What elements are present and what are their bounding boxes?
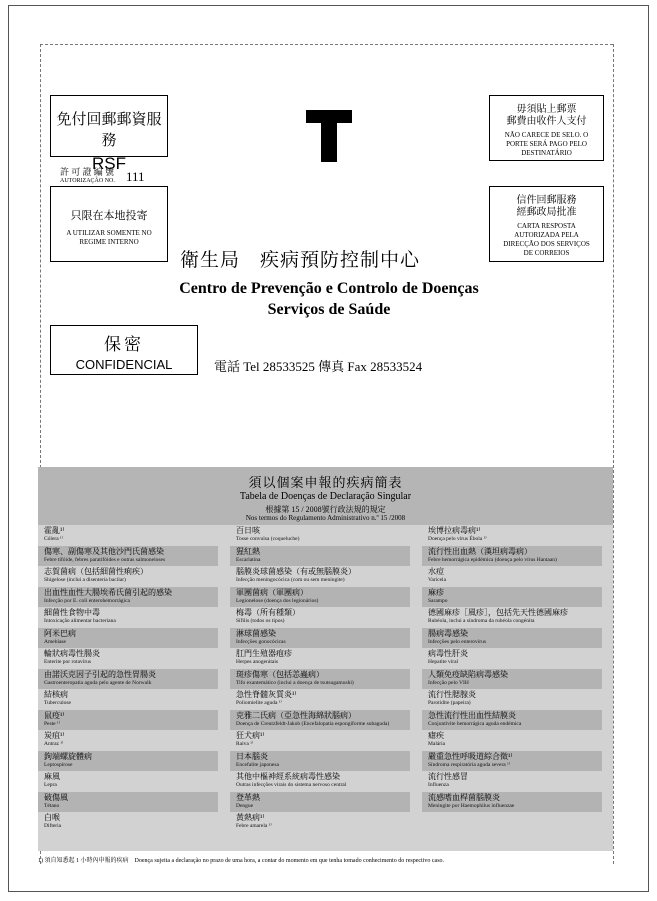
reply-pt1: CARTA RESPOSTA [517, 222, 576, 230]
disease-name-pt: Febre hemorrágica epidémica (doença pelo vírus Hantaan) [428, 556, 557, 563]
org-name-zh: 衛生局 疾病預防控制中心 [180, 250, 421, 271]
confidential-en: CONFIDENCIAL [75, 357, 173, 372]
table-row [38, 628, 218, 649]
table-row [230, 669, 410, 690]
reply-pt2: AUTORIZADA PELA [514, 231, 579, 239]
table-row [230, 546, 410, 567]
disease-name-zh: 猩紅熱 [236, 546, 260, 556]
confidential-box [50, 325, 198, 375]
table-row [38, 771, 218, 792]
table-row [230, 710, 410, 731]
disease-name-zh: 其他中樞神經系統病毒性感染 [236, 772, 340, 781]
disease-table [38, 467, 613, 851]
table-row [422, 648, 602, 669]
disease-name-zh: 鼠疫¹⁾ [44, 710, 65, 720]
disease-name-pt: Shigelose (inclui a disenteria bacilar) [44, 577, 126, 583]
disease-name-pt: Sarampo [428, 597, 448, 604]
postage-pt2: PORTE SERÁ PAGO PELO [506, 140, 587, 148]
disease-name-zh: 人類免疫缺陷病毒感染 [428, 669, 508, 679]
confidential-zh: 保密 [104, 335, 144, 354]
table-row [38, 587, 218, 608]
disease-name-pt: Antraz ¹⁾ [44, 741, 64, 747]
disease-name-pt: Escarlatina [236, 556, 261, 563]
table-row [38, 566, 218, 587]
table-row [38, 607, 218, 628]
disease-name-pt: Cólera ¹⁾ [44, 536, 64, 542]
disease-name-pt: Hepatite viral [428, 659, 459, 665]
disease-name-zh: 急性流行性出血性結膜炎 [428, 710, 516, 720]
disease-name-pt: Malária [428, 741, 446, 747]
disease-name-pt: Herpes anogenitais [236, 659, 278, 665]
local-pt1: A UTILIZAR SOMENTE NO [66, 229, 152, 237]
postage-zh2: 郵費由收件人支付 [506, 116, 587, 127]
disease-name-zh: 日本腦炎 [236, 751, 268, 761]
local-zh: 只限在本地投寄 [70, 210, 148, 222]
table-row [422, 792, 602, 813]
disease-name-zh: 白喉 [44, 813, 60, 822]
disease-name-pt: Varicela [428, 577, 447, 583]
disease-name-pt: Tifo exantemático (inclui a doença de tsutsugamushi) [236, 679, 354, 686]
disease-name-pt: Infecções pelo enterovírus [428, 638, 487, 645]
table-row [422, 607, 602, 628]
table-law-zh: 根據第 15 / 2008號行政法規的規定 [265, 505, 386, 514]
disease-name-pt: Doença de Creutzfeldt-Jakob (Encefalopatia espongiforme subaguda) [236, 720, 390, 727]
disease-name-pt: Sífilis (todos os tipos) [236, 618, 285, 624]
disease-name-pt: Infecções gonocócicas [236, 638, 286, 645]
disease-name-zh: 流行性腮腺炎 [428, 690, 476, 699]
table-title-pt: Tabela de Doenças de Declaração Singular [239, 491, 412, 502]
disease-name-zh: 梅毒（所有種類） [236, 608, 300, 617]
disease-name-pt: Parotidite (papeira) [428, 700, 471, 706]
table-row [230, 607, 410, 628]
disease-name-pt: Intoxicação alimentar bacteriana [44, 618, 116, 624]
disease-name-zh: 傷寒、副傷寒及其他沙門氏菌感染 [44, 546, 164, 556]
table-title-zh: 須以個案申報的疾病簡表 [248, 475, 403, 490]
table-row [38, 710, 218, 731]
permit-pt: AUTORIZAÇÃO NO. [60, 178, 115, 184]
table-row [422, 669, 602, 690]
disease-name-zh: 破傷風 [44, 792, 68, 802]
disease-name-pt: Raiva ¹⁾ [236, 741, 254, 747]
disease-name-zh: 麻疹 [428, 587, 444, 597]
disease-name-pt: Rubéola, inclui a síndroma da rubéola congénita [428, 618, 535, 624]
disease-name-pt: Peste ¹⁾ [44, 720, 60, 727]
disease-name-zh: 阿米巴病 [44, 628, 76, 638]
disease-name-zh: 黃熱病¹⁾ [236, 813, 265, 822]
table-row [38, 669, 218, 690]
disease-name-pt: Enterite por rotavírus [44, 659, 92, 665]
disease-name-pt: Influenza [428, 782, 449, 788]
phone-fax: 電話 Tel 28533525 傳真 Fax 28533524 [214, 359, 423, 374]
disease-name-zh: 結核病 [44, 690, 68, 699]
disease-name-zh: 斑疹傷寒（包括恙蟲病） [236, 669, 324, 679]
table-row [38, 546, 218, 567]
disease-name-pt: Conjuntivite hemorrágica aguda endémica [428, 720, 522, 727]
local-mail-box [50, 186, 168, 262]
disease-name-pt: Tosse convulsa (coqueluche) [236, 536, 300, 542]
table-row [422, 628, 602, 649]
disease-name-pt: Dengue [236, 802, 254, 809]
table-row [422, 689, 602, 710]
permit-label [60, 168, 115, 186]
disease-name-pt: Encefalite japonesa [236, 761, 279, 768]
cut-line-top [40, 44, 613, 45]
disease-name-pt: Febre amarela ¹⁾ [236, 823, 272, 829]
disease-name-zh: 水痘 [428, 567, 444, 576]
rsf-code: RSF [92, 154, 126, 173]
permit-zh: 許 可 證 編 號 [60, 167, 115, 177]
table-column-3 [422, 525, 602, 833]
disease-name-zh: 狂犬病¹⁾ [236, 731, 265, 740]
disease-name-pt: Infecção por E. coli enterohemorrágica [44, 597, 130, 604]
table-row [230, 771, 410, 792]
disease-name-zh: 由諾沃克因子引起的急性胃腸炎 [44, 669, 156, 679]
disease-name-zh: 克雅二氏病（亞急性海綿狀腦病） [236, 710, 356, 720]
rsf-zh: 免付回郵郵資服務 [56, 112, 162, 149]
table-row [38, 648, 218, 669]
t-mark-icon [306, 110, 352, 162]
disease-name-pt: Febre tifóide, febres paratifóides e outras salmoneloses [44, 556, 166, 563]
table-row [422, 587, 602, 608]
reply-zh1: 信件回郵服務 [516, 195, 577, 206]
disease-name-zh: 德國麻疹［風疹］，包括先天性德國麻疹 [428, 608, 568, 617]
table-row [422, 771, 602, 792]
disease-name-zh: 瘧疾 [428, 731, 444, 740]
disease-name-pt: Doença pelo vírus Ébola ¹⁾ [428, 536, 487, 542]
disease-name-zh: 炭疽¹⁾ [44, 731, 65, 740]
disease-name-pt: Tuberculose [44, 700, 71, 706]
disease-name-zh: 細菌性食物中毒 [44, 608, 100, 617]
table-row [230, 792, 410, 813]
disease-name-pt: Outras infecções virais do sistema nervoso central [236, 782, 347, 788]
table-row [38, 812, 218, 833]
org-name-pt: Centro de Prevenção e Controlo de Doenças [179, 280, 479, 297]
table-row [422, 710, 602, 731]
postage-pt3: DESTINATÁRIO [521, 149, 572, 157]
table-row [422, 525, 602, 546]
table-column-2 [230, 525, 410, 833]
disease-name-zh: 霍亂¹⁾ [44, 526, 65, 535]
disease-name-zh: 埃博拉病毒病¹⁾ [428, 526, 481, 535]
table-row [230, 525, 410, 546]
disease-name-pt: Infecção pelo VIH [428, 679, 469, 686]
disease-name-zh: 麻風 [44, 772, 60, 781]
postage-box [489, 95, 604, 161]
disease-name-pt: Meningite por Haemophilus influenzae [428, 802, 515, 809]
disease-name-zh: 流感嗜血桿菌腦膜炎 [428, 792, 500, 802]
table-row [230, 566, 410, 587]
disease-name-zh: 嚴重急性呼吸道綜合徵¹⁾ [428, 751, 513, 761]
table-row [38, 792, 218, 813]
table-row [230, 689, 410, 710]
cut-line-right [613, 44, 614, 864]
disease-name-zh: 流行性感冒 [428, 772, 468, 781]
table-row [230, 648, 410, 669]
table-column-1 [38, 525, 218, 833]
disease-name-zh: 肛門生殖器疱疹 [236, 649, 292, 658]
disease-name-pt: Gastroenteropatia aguda pelo agente de Norwalk [44, 679, 152, 686]
footnote: 1) 須自知悉起 1 小時內申報的疾病 Doença sujeita a declaração no prazo de uma hora, a contar do momento em que tenha tomado conhecimento do respectivo caso. [38, 858, 445, 864]
reply-pt3: DIRECÇÃO DOS SERVIÇOS [503, 240, 590, 248]
reply-zh2: 經郵政局批准 [516, 207, 577, 218]
disease-name-zh: 出血性血性大腸埃希氏菌引起的感染 [44, 587, 172, 597]
table-row [422, 566, 602, 587]
table-row [230, 751, 410, 772]
table-law-pt: Nos termos do Regulamento Administrativo n.º 15 /2008 [245, 514, 406, 522]
disease-name-pt: Leptospirose [44, 761, 73, 768]
table-row [422, 730, 602, 751]
disease-name-zh: 志賀菌病（包括細菌性痢疾） [44, 567, 148, 576]
disease-name-pt: Amebíase [44, 638, 66, 645]
disease-name-zh: 百日咳 [236, 526, 260, 535]
disease-name-zh: 腦膜炎球菌感染（有或無腦膜炎） [236, 567, 356, 576]
table-row [422, 751, 602, 772]
disease-name-pt: Tétano [44, 802, 60, 809]
disease-name-pt: Difteria [44, 823, 62, 829]
table-row [230, 812, 410, 833]
permit-number: 111 [126, 169, 145, 184]
disease-name-pt: Infecção meningocócica (com ou sem meningite) [236, 577, 345, 583]
disease-name-pt: Síndroma respiratória aguda severa ¹⁾ [428, 761, 511, 768]
table-row [38, 730, 218, 751]
disease-name-zh: 流行性出血熱（漢坦病毒病） [428, 546, 532, 556]
disease-name-pt: Legionelose (doença dos legionários) [236, 597, 319, 604]
disease-name-pt: Lepra [44, 782, 57, 788]
disease-name-zh: 急性脊髓灰質炎¹⁾ [236, 690, 297, 699]
disease-name-zh: 登革熱 [236, 792, 260, 802]
table-row [230, 730, 410, 751]
reply-box [489, 186, 604, 262]
disease-name-zh: 鉤端螺旋體病 [44, 751, 92, 761]
postage-pt1: NÃO CARECE DE SELO. O [504, 131, 589, 139]
table-row [38, 751, 218, 772]
local-pt2: REGIME INTERNO [79, 238, 139, 246]
table-row [422, 546, 602, 567]
org-subname-pt: Serviços de Saúde [267, 301, 391, 318]
reply-pt4: DE CORREIOS [523, 249, 570, 257]
table-row [422, 812, 602, 833]
disease-name-zh: 淋球菌感染 [236, 628, 276, 638]
table-row [230, 628, 410, 649]
table-row [38, 525, 218, 546]
disease-name-zh: 輪狀病毒性腸炎 [44, 649, 100, 658]
disease-name-pt: Poliomielite aguda ¹⁾ [236, 700, 282, 706]
table-row [38, 689, 218, 710]
disease-name-zh: 軍團菌病（軍團病） [236, 587, 308, 597]
table-header [38, 467, 613, 525]
table-row [230, 587, 410, 608]
disease-name-zh: 腸病毒感染 [428, 628, 468, 638]
postage-zh1: 毋須貼上郵票 [516, 104, 577, 115]
disease-name-zh: 病毒性肝炎 [428, 649, 468, 658]
